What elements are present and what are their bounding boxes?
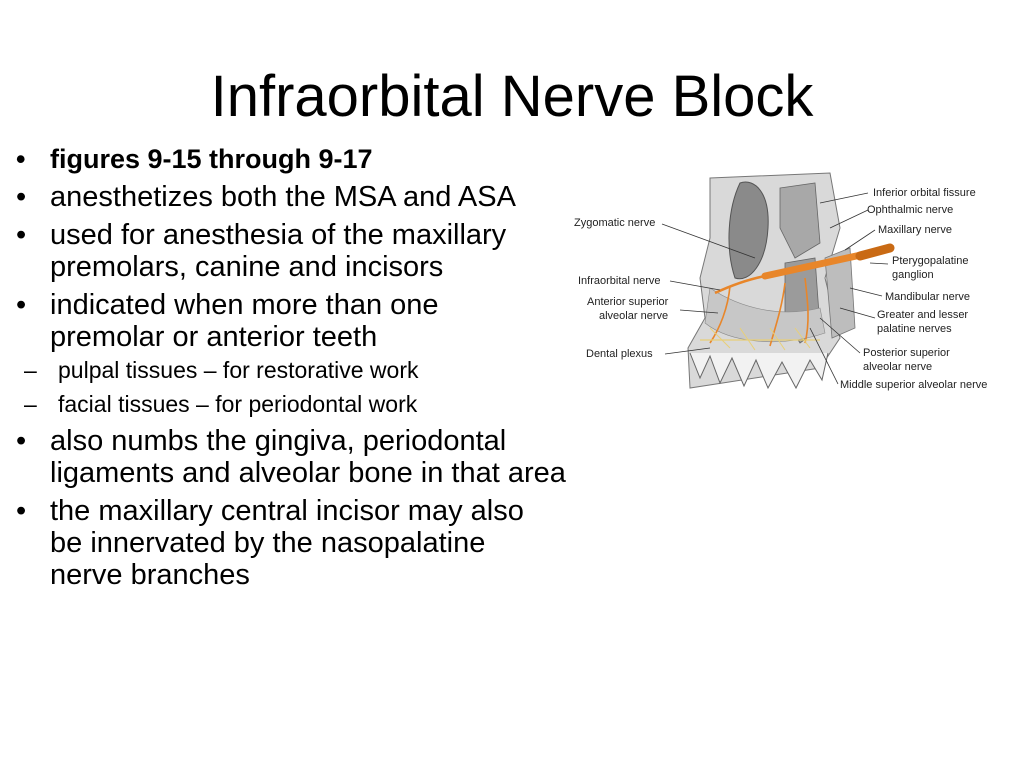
bullet-item (14, 143, 614, 175)
label-greater-lesser-2: palatine nerves (877, 323, 952, 335)
sub-bullet-list (14, 355, 614, 419)
label-infraorbital-nerve: Infraorbital nerve (578, 275, 661, 287)
bullet-text: indicated when more than one premolar or anterior teeth (50, 289, 439, 353)
sub-bullet-text: facial tissues – for periodontal work (58, 391, 418, 417)
bullet-item (14, 219, 614, 283)
bullet-dot: • (16, 219, 27, 251)
label-zygomatic-nerve: Zygomatic nerve (574, 217, 656, 229)
sub-bullet-item (14, 355, 614, 385)
bullet-dot: • (16, 495, 27, 527)
bullet-text: also numbs the gingiva, periodontal ligaments and alveolar bone in that area (50, 425, 566, 489)
label-dental-plexus: Dental plexus (586, 348, 653, 360)
bullet-text: figures 9-15 through 9-17 (50, 144, 373, 174)
label-posterior-superior-2: alveolar nerve (863, 361, 933, 373)
maxilla-bone-drawing (688, 173, 855, 388)
label-middle-superior-alveolar: Middle superior alveolar nerve (840, 379, 988, 391)
bullet-dot: • (16, 425, 27, 457)
label-pterygopalatine-1: Pterygopalatine (892, 255, 969, 267)
label-ophthalmic-nerve: Ophthalmic nerve (867, 204, 954, 216)
maxillary-nerve-illustration (570, 168, 1015, 403)
label-anterior-superior-1: Anterior superior (587, 296, 669, 308)
sub-bullet-dash: – (24, 391, 37, 417)
bullet-dot: • (16, 144, 26, 174)
label-maxillary-nerve: Maxillary nerve (878, 224, 952, 236)
sub-bullet-text: pulpal tissues – for restorative work (58, 357, 419, 383)
bullet-item (14, 289, 614, 419)
label-inferior-orbital-fissure: Inferior orbital fissure (873, 187, 976, 199)
bullet-dot: • (16, 289, 27, 321)
bullet-item (14, 425, 614, 489)
bullet-text: the maxillary central incisor may also be innervated by the nasopalatine nerve branches (50, 495, 524, 591)
slide-title: Infraorbital Nerve Block (210, 64, 814, 129)
bullet-item (14, 495, 614, 591)
sub-bullet-item (14, 389, 614, 419)
label-mandibular-nerve: Mandibular nerve (885, 291, 970, 303)
bullet-dot: • (16, 181, 27, 213)
label-posterior-superior-1: Posterior superior (863, 347, 950, 359)
sub-bullet-dash: – (24, 357, 37, 383)
label-anterior-superior-2: alveolar nerve (599, 310, 669, 322)
bullet-item (14, 181, 614, 213)
bullet-text: used for anesthesia of the maxillary premolars, canine and incisors (50, 219, 507, 283)
bullet-text: anesthetizes both the MSA and ASA (50, 181, 516, 213)
label-pterygopalatine-2: ganglion (892, 269, 934, 281)
bullet-list (14, 143, 614, 597)
label-greater-lesser-1: Greater and lesser (877, 309, 969, 321)
